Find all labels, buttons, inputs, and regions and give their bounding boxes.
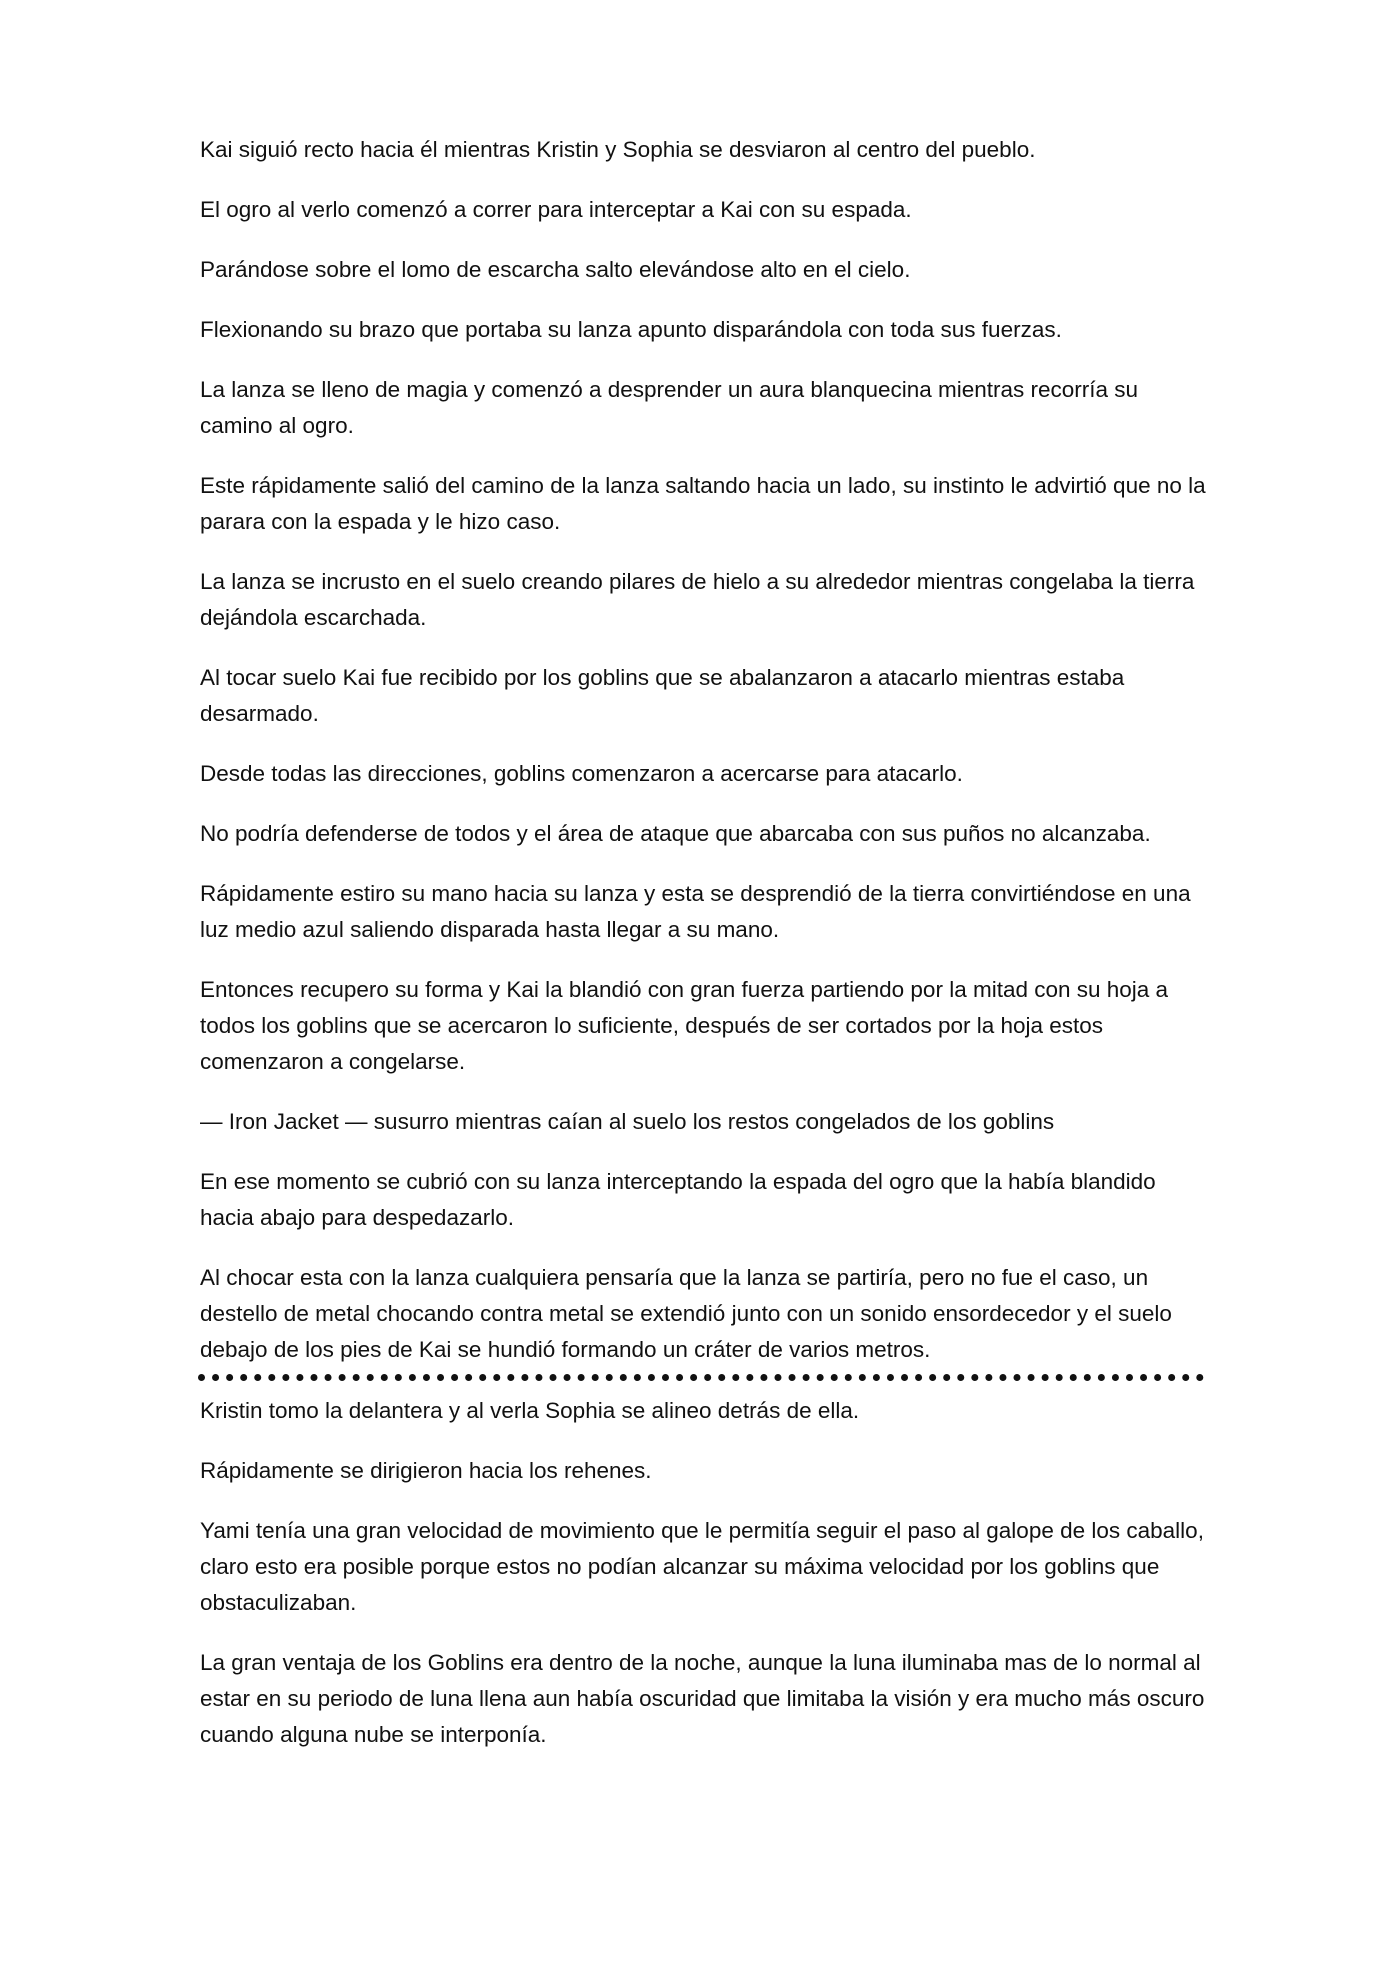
paragraph: En ese momento se cubrió con su lanza interceptando la espada del ogro que la había blandido hacia abajo para despedazarlo.	[200, 1169, 1156, 1230]
paragraph: — Iron Jacket — susurro mientras caían al suelo los restos congelados de los goblins	[200, 1109, 1055, 1134]
paragraph: La lanza se lleno de magia y comenzó a desprender un aura blanquecina mientras recorría su camino al ogro.	[200, 377, 1139, 438]
paragraph: Al chocar esta con la lanza cualquiera pensaría que la lanza se partiría, pero no fue el caso, un destello de metal chocando contra metal se extendió junto con un sonido ensordecedor y el suelo debajo de los pies de Kai se hundió formando un cráter de varios metros.	[200, 1265, 1172, 1362]
paragraph: Kristin tomo la delantera y al verla Sophia se alineo detrás de ella.	[200, 1398, 860, 1423]
section-separator	[198, 1374, 1204, 1381]
paragraph: Rápidamente se dirigieron hacia los rehenes.	[200, 1458, 652, 1483]
paragraph: Este rápidamente salió del camino de la lanza saltando hacia un lado, su instinto le advirtió que no la parara con la espada y le hizo caso.	[200, 473, 1206, 534]
paragraph: Kai siguió recto hacia él mientras Kristin y Sophia se desviaron al centro del pueblo.	[200, 137, 1036, 162]
paragraph: La gran ventaja de los Goblins era dentro de la noche, aunque la luna iluminaba mas de lo normal al estar en su periodo de luna llena aun había oscuridad que limitaba la visión y era mucho más oscuro cuando alguna nube se interponía.	[200, 1650, 1205, 1747]
paragraph: Parándose sobre el lomo de escarcha salto elevándose alto en el cielo.	[200, 257, 911, 282]
paragraph: Yami tenía una gran velocidad de movimiento que le permitía seguir el paso al galope de los caballo, claro esto era posible porque estos no podían alcanzar su máxima velocidad por los goblins que obstaculizaban.	[200, 1518, 1204, 1615]
paragraph: Rápidamente estiro su mano hacia su lanza y esta se desprendió de la tierra convirtiéndose en una luz medio azul saliendo disparada hasta llegar a su mano.	[200, 881, 1191, 942]
paragraph: Al tocar suelo Kai fue recibido por los goblins que se abalanzaron a atacarlo mientras estaba desarmado.	[200, 665, 1125, 726]
paragraph: Desde todas las direcciones, goblins comenzaron a acercarse para atacarlo.	[200, 761, 963, 786]
paragraph: La lanza se incrusto en el suelo creando pilares de hielo a su alrededor mientras congelaba la tierra dejándola escarchada.	[200, 569, 1195, 630]
document-body	[200, 132, 1210, 1777]
paragraph: No podría defenderse de todos y el área de ataque que abarcaba con sus puños no alcanzaba.	[200, 821, 1151, 846]
paragraph: Entonces recupero su forma y Kai la blandió con gran fuerza partiendo por la mitad con su hoja a todos los goblins que se acercaron lo suficiente, después de ser cortados por la hoja estos comenzaron a congelarse.	[200, 977, 1169, 1074]
paragraph: El ogro al verlo comenzó a correr para interceptar a Kai con su espada.	[200, 197, 912, 222]
paragraph: Flexionando su brazo que portaba su lanza apunto disparándola con toda sus fuerzas.	[200, 317, 1062, 342]
